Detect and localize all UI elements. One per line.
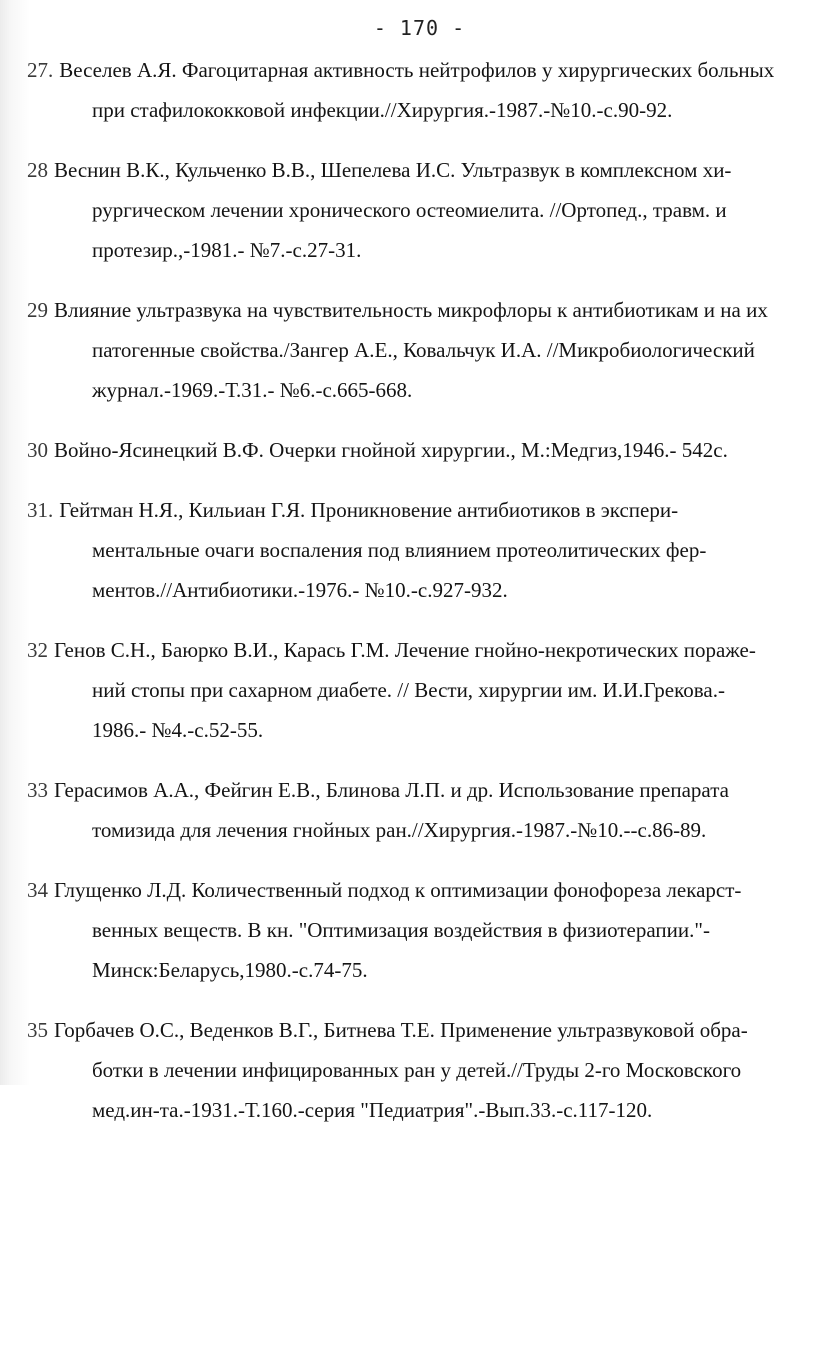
reference-text-line: ний стопы при сахарном диабете. // Вести, хирургии им. И.И.Грекова.- — [92, 678, 725, 702]
reference-item — [0, 490, 839, 610]
reference-text-line: при стафилококковой инфекции.//Хирургия.-1987.-№10.-с.90-92. — [92, 98, 673, 122]
reference-text-line: журнал.-1969.-Т.31.- №6.-с.665-668. — [92, 378, 413, 402]
reference-text-first-line: Веселев А.Я. Фагоцитарная активность нейтрофилов у хирургических больных — [59, 58, 775, 82]
reference-text-first-line: Генов С.Н., Баюрко В.И., Карась Г.М. Лечение гнойно-некротических пораже- — [54, 638, 756, 662]
reference-number: 30 — [27, 438, 48, 462]
reference-text-line: ботки в лечении инфицированных ран у детей.//Труды 2-го Московского — [92, 1058, 742, 1082]
reference-item — [0, 430, 839, 470]
reference-item — [0, 150, 839, 270]
reference-text-line: ментов.//Антибиотики.-1976.- №10.-с.927-932. — [92, 578, 508, 602]
reference-text-first-line: Глущенко Л.Д. Количественный подход к оптимизации фонофореза лекарст- — [54, 878, 742, 902]
reference-text-line: мед.ин-та.-1931.-Т.160.-серия "Педиатрия".-Вып.33.-с.117-120. — [92, 1098, 653, 1122]
reference-item — [0, 630, 839, 750]
reference-item — [0, 290, 839, 410]
page-number: - 170 - — [373, 16, 466, 40]
reference-text-line: патогенные свойства./Зангер А.Е., Ковальчук И.А. //Микробиологический — [92, 338, 755, 362]
reference-item — [0, 1010, 839, 1130]
reference-text-line: ментальные очаги воспаления под влиянием протеолитических фер- — [92, 538, 707, 562]
reference-text-first-line: Веснин В.К., Кульченко В.В., Шепелева И.С. Ультразвук в комплексном хи- — [54, 158, 732, 182]
reference-item — [0, 770, 839, 850]
reference-text-line: Минск:Беларусь,1980.-с.74-75. — [92, 958, 368, 982]
reference-number: 35 — [27, 1018, 48, 1042]
reference-text-first-line: Герасимов А.А., Фейгин Е.В., Блинова Л.П. и др. Использование препарата — [54, 778, 729, 802]
reference-text-line: томизида для лечения гнойных ран.//Хирургия.-1987.-№10.--с.86-89. — [92, 818, 707, 842]
reference-text-first-line: Влияние ультразвука на чувствительность микрофлоры к антибиотикам и на их — [54, 298, 768, 322]
reference-number: 32 — [27, 638, 48, 662]
reference-text-first-line: Гейтман Н.Я., Кильиан Г.Я. Проникновение антибиотиков в экспери- — [59, 498, 679, 522]
reference-list — [0, 50, 839, 1150]
reference-number: 27. — [27, 58, 54, 82]
reference-text-first-line: Горбачев О.С., Веденков В.Г., Битнева Т.Е. Применение ультразвуковой обра- — [54, 1018, 748, 1042]
reference-number: 33 — [27, 778, 48, 802]
reference-text-line: протезир.,-1981.- №7.-с.27-31. — [92, 238, 362, 262]
reference-item — [0, 870, 839, 990]
reference-text-line: рургическом лечении хронического остеомиелита. //Ортопед., травм. и — [92, 198, 727, 222]
reference-text-first-line: Войно-Ясинецкий В.Ф. Очерки гнойной хирургии., М.:Медгиз,1946.- 542с. — [54, 438, 728, 462]
reference-text-line: венных веществ. В кн. "Оптимизация воздействия в физиотерапии."- — [92, 918, 710, 942]
reference-number: 29 — [27, 298, 48, 322]
reference-item — [0, 50, 839, 130]
reference-text-line: 1986.- №4.-с.52-55. — [92, 718, 264, 742]
reference-number: 31. — [27, 498, 54, 522]
reference-number: 28 — [27, 158, 48, 182]
reference-number: 34 — [27, 878, 48, 902]
